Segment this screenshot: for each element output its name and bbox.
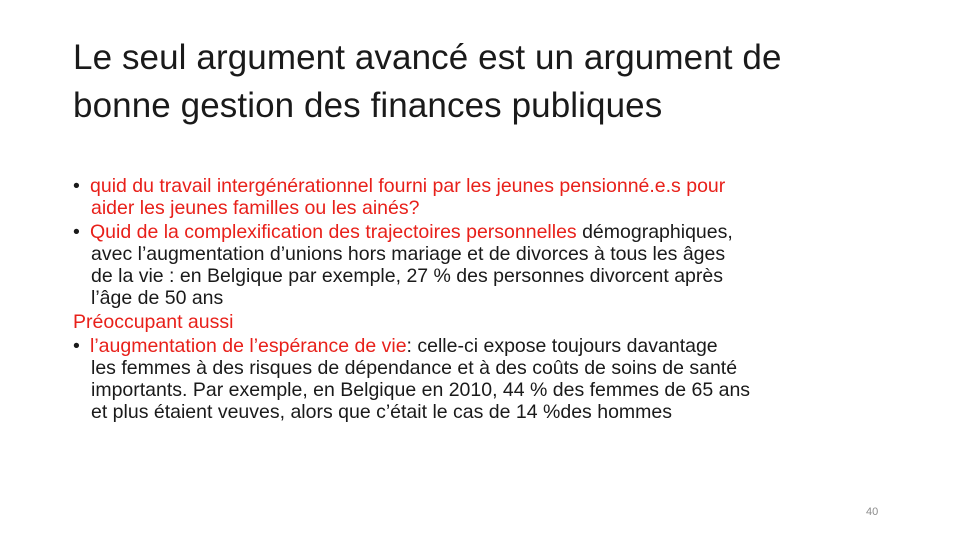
bullet-item-3 bbox=[73, 335, 893, 423]
bullet-2-line-1 bbox=[90, 221, 893, 243]
slide-title bbox=[73, 34, 893, 130]
bullet-3-plain-text: : celle-ci expose toujours davantage bbox=[406, 335, 718, 357]
bullet-2-line-3: de la vie : en Belgique par exemple, 27 % des personnes divorcent après bbox=[91, 265, 723, 287]
slide-title-line-2: bonne gestion des finances publiques bbox=[73, 86, 663, 125]
bullet-3-line-2: les femmes à des risques de dépendance et à des coûts de soins de santé bbox=[91, 357, 738, 379]
slide-body bbox=[73, 175, 893, 423]
page-number: 40 bbox=[866, 506, 879, 518]
bullet-item-1 bbox=[73, 175, 893, 219]
bullet-marker: • bbox=[73, 221, 80, 243]
bullet-2-red-text: Quid de la complexification des trajectoires personnelles bbox=[90, 221, 577, 243]
bullet-1-line-2: aider les jeunes familles ou les ainés? bbox=[91, 197, 420, 219]
bullet-3-red-text: l’augmentation de l’espérance de vie bbox=[90, 335, 407, 357]
bullet-1-red-text: quid du travail intergénérationnel fourni par les jeunes pensionné.e.s pour bbox=[90, 175, 726, 197]
bullet-3-line-1 bbox=[90, 335, 893, 357]
bullet-marker: • bbox=[73, 175, 80, 197]
bullet-marker: • bbox=[73, 335, 80, 357]
bullet-1-line-1 bbox=[90, 175, 893, 197]
bullet-3-line-4: et plus étaient veuves, alors que c’était le cas de 14 %des hommes bbox=[91, 401, 672, 423]
bullet-item-2 bbox=[73, 221, 893, 309]
bullet-3-line-3: importants. Par exemple, en Belgique en 2010, 44 % des femmes de 65 ans bbox=[91, 379, 751, 401]
section-label: Préoccupant aussi bbox=[73, 311, 234, 333]
bullet-2-line-4: l’âge de 50 ans bbox=[91, 287, 224, 309]
bullet-2-line-2: avec l’augmentation d’unions hors mariage et de divorces à tous les âges bbox=[91, 243, 726, 265]
bullet-2-plain-text: démographiques, bbox=[576, 221, 733, 243]
slide-title-line-1: Le seul argument avancé est un argument de bbox=[73, 38, 782, 77]
